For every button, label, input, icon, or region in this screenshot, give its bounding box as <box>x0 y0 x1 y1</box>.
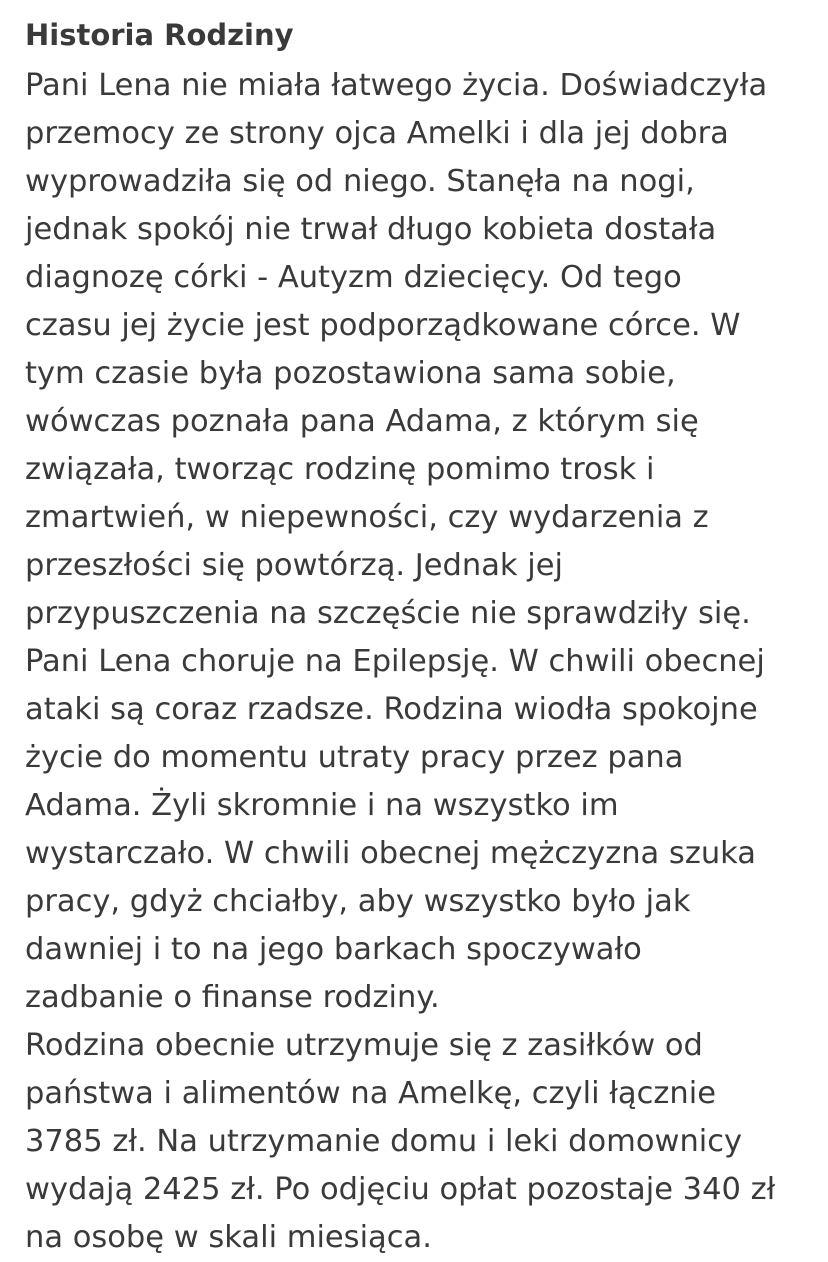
text-line: na osobę w skali miesiąca. <box>25 1220 432 1255</box>
text-line: wyprowadziła się od niego. Stanęła na nogi, <box>25 164 695 199</box>
text-line: ataki są coraz rzadsze. Rodzina wiodła spokojne <box>25 692 758 727</box>
text-line: zadbanie o finanse rodziny. <box>25 980 440 1015</box>
text-line: związała, tworząc rodzinę pomimo trosk i <box>25 452 655 487</box>
text-line: Pani Lena nie miała łatwego życia. Doświadczyła <box>25 68 768 103</box>
text-line: przeszłości się powtórzą. Jednak jej <box>25 548 563 583</box>
text-line: tym czasie była pozostawiona sama sobie, <box>25 356 676 391</box>
section-title: Historia Rodziny <box>25 18 294 52</box>
text-line: przemocy ze strony ojca Amelki i dla jej dobra <box>25 116 729 151</box>
text-line: zmartwień, w niepewności, czy wydarzenia z <box>25 500 709 535</box>
text-line: jednak spokój nie trwał długo kobieta dostała <box>25 212 717 247</box>
text-line: Pani Lena choruje na Epilepsję. W chwili obecnej <box>25 644 765 679</box>
text-line: diagnozę córki - Autyzm dziecięcy. Od tego <box>25 260 682 295</box>
text-line: przypuszczenia na szczęście nie sprawdziły się. <box>25 596 751 631</box>
text-line: państwa i alimentów na Amelkę, czyli łącznie <box>25 1076 716 1111</box>
text-line: Rodzina obecnie utrzymuje się z zasiłków od <box>25 1028 703 1063</box>
text-line: 3785 zł. Na utrzymanie domu i leki domownicy <box>25 1124 743 1159</box>
text-line: Adama. Żyli skromnie i na wszystko im <box>25 788 619 823</box>
paragraph-family-history <box>25 62 798 1022</box>
text-line: życie do momentu utraty pracy przez pana <box>25 740 684 775</box>
text-line: pracy, gdyż chciałby, aby wszystko było jak <box>25 884 691 919</box>
text-line: wydają 2425 zł. Po odjęciu opłat pozostaje 340 zł <box>25 1172 776 1207</box>
text-line: dawniej i to na jego barkach spoczywało <box>25 932 642 967</box>
paragraph-family-finances <box>25 1022 798 1262</box>
text-line: wówczas poznała pana Adama, z którym się <box>25 404 699 439</box>
text-line: czasu jej życie jest podporządkowane córce. W <box>25 308 741 343</box>
text-line: wystarczało. W chwili obecnej mężczyzna szuka <box>25 836 756 871</box>
